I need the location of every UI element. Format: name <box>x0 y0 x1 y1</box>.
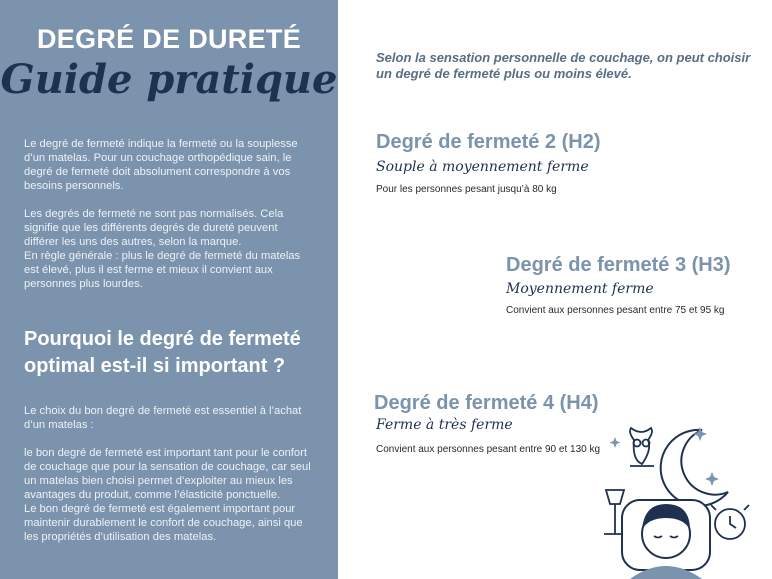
degree-h2-subtitle: Souple à moyennement ferme <box>376 159 589 175</box>
section-heading: Pourquoi le degré de fermeté optimal est-il si important ? <box>24 328 301 377</box>
degree-h4-subtitle: Ferme à très ferme <box>376 417 513 433</box>
degree-h2-text: Pour les personnes pesant jusqu’à 80 kg <box>376 184 557 195</box>
intro-paragraph-2: Les degrés de fermeté ne sont pas normalisés. Cela signifie que les différents degrés de dureté peuvent différer les uns des autres, selon la marque. <box>24 208 284 248</box>
why-paragraph-2: le bon degré de fermeté est important tant pour le confort de couchage que pour la sensation de couchage, car seul un matelas bien choisi permet d’exploiter au mieux les avantages du produit, comme l’élasticité ponctuelle. <box>24 447 311 501</box>
why-text <box>24 404 314 544</box>
intro-paragraph-3: En règle générale : plus le degré de fermeté du matelas est élevé, plus il est ferme et mieux il convient aux personnes plus lourdes. <box>24 250 301 290</box>
clock-icon <box>711 505 749 539</box>
why-paragraph-1: Le choix du bon degré de fermeté est essentiel à l’achat d’un matelas : <box>24 405 302 431</box>
page-title: DEGRÉ DE DURETÉ <box>36 24 302 54</box>
intro-paragraph-1: Le degré de fermeté indique la fermeté ou la souplesse d’un matelas. Pour un couchage orthopédique sain, le degré de fermeté doit absolument correspondre à vos besoins personnels. <box>24 138 298 192</box>
sleeping-person-icon <box>590 420 772 579</box>
degree-h4-text: Convient aux personnes pesant entre 90 et 130 kg <box>376 444 601 455</box>
person-head-icon <box>642 504 690 558</box>
left-panel <box>0 0 338 579</box>
why-paragraph-3: Le bon degré de fermeté est également important pour maintenir durablement le confort de couchage, ainsi que les propriétés d’utilisation des matelas. <box>24 503 303 543</box>
degree-h4-title: Degré de fermeté 4 (H4) <box>374 392 599 414</box>
intro-text <box>24 137 314 291</box>
degree-h3-title: Degré de fermeté 3 (H3) <box>506 254 731 276</box>
degree-h3-subtitle: Moyennement ferme <box>506 281 654 297</box>
page-subtitle: Guide pratique <box>0 56 338 103</box>
sparkle-icon <box>610 427 720 486</box>
degree-h3-text: Convient aux personnes pesant entre 75 et 95 kg <box>506 305 725 316</box>
right-intro: Selon la sensation personnelle de couchage, on peut choisir un degré de fermeté plus ou moins élevé. <box>376 50 751 81</box>
degree-h2-title: Degré de fermeté 2 (H2) <box>376 131 601 153</box>
owl-icon <box>630 428 654 466</box>
moon-icon <box>661 430 728 506</box>
